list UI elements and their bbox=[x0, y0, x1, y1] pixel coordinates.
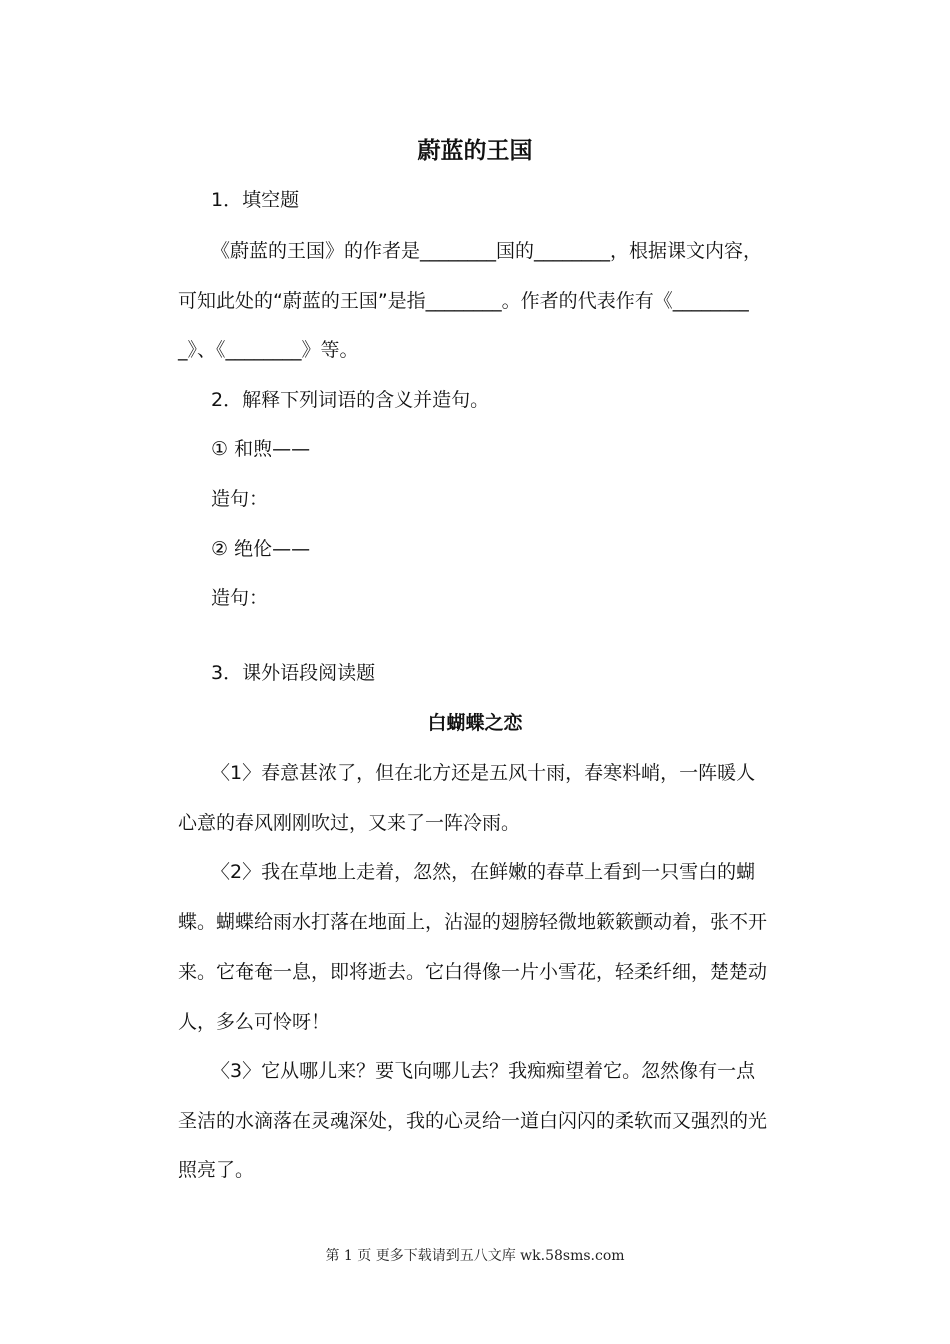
paragraph-2-line-3: 来。它奄奄一息，即将逝去。它白得像一片小雪花，轻柔纤细，楚楚动 bbox=[178, 961, 768, 983]
page-title: 蔚蓝的王国 bbox=[417, 138, 533, 164]
sentence-prompt-1: 造句： bbox=[211, 488, 269, 510]
question-1-line-1: 《蔚蓝的王国》的作者是________国的________，根据课文内容， bbox=[211, 240, 763, 262]
question-1-line-2: 可知此处的“蔚蓝的王国”是指________。作者的代表作有《________ bbox=[178, 290, 749, 312]
question-2-heading: 2．解释下列词语的含义并造句。 bbox=[211, 389, 490, 411]
vocab-item-2: ② 绝伦—— bbox=[211, 538, 311, 560]
question-3-heading: 3．课外语段阅读题 bbox=[211, 662, 376, 684]
paragraph-3-line-3: 照亮了。 bbox=[178, 1159, 255, 1181]
paragraph-3-line-1: 〈3〉它从哪儿来？要飞向哪儿去？我痴痴望着它。忽然像有一点 bbox=[211, 1060, 756, 1082]
question-1-heading: 1．填空题 bbox=[211, 189, 300, 211]
page-footer: 第 1 页 更多下载请到五八文库 wk.58sms.com bbox=[325, 1248, 625, 1264]
paragraph-2-line-1: 〈2〉我在草地上走着，忽然，在鲜嫩的春草上看到一只雪白的蝴 bbox=[211, 861, 756, 883]
sentence-prompt-2: 造句： bbox=[211, 587, 269, 609]
paragraph-2-line-4: 人，多么可怜呀！ bbox=[178, 1011, 331, 1033]
passage-title: 白蝴蝶之恋 bbox=[427, 712, 523, 734]
paragraph-3-line-2: 圣洁的水滴落在灵魂深处，我的心灵给一道白闪闪的柔软而又强烈的光 bbox=[178, 1110, 768, 1132]
question-1-line-3: _》、《________》等。 bbox=[178, 339, 359, 361]
vocab-item-1: ① 和煦—— bbox=[211, 438, 311, 460]
paragraph-1-line-1: 〈1〉春意甚浓了，但在北方还是五风十雨，春寒料峭，一阵暖人 bbox=[211, 762, 756, 784]
paragraph-1-line-2: 心意的春风刚刚吹过，又来了一阵冷雨。 bbox=[178, 812, 521, 834]
paragraph-2-line-2: 蝶。蝴蝶给雨水打落在地面上，沾湿的翅膀轻微地簌簌颤动着，张不开 bbox=[178, 911, 768, 933]
